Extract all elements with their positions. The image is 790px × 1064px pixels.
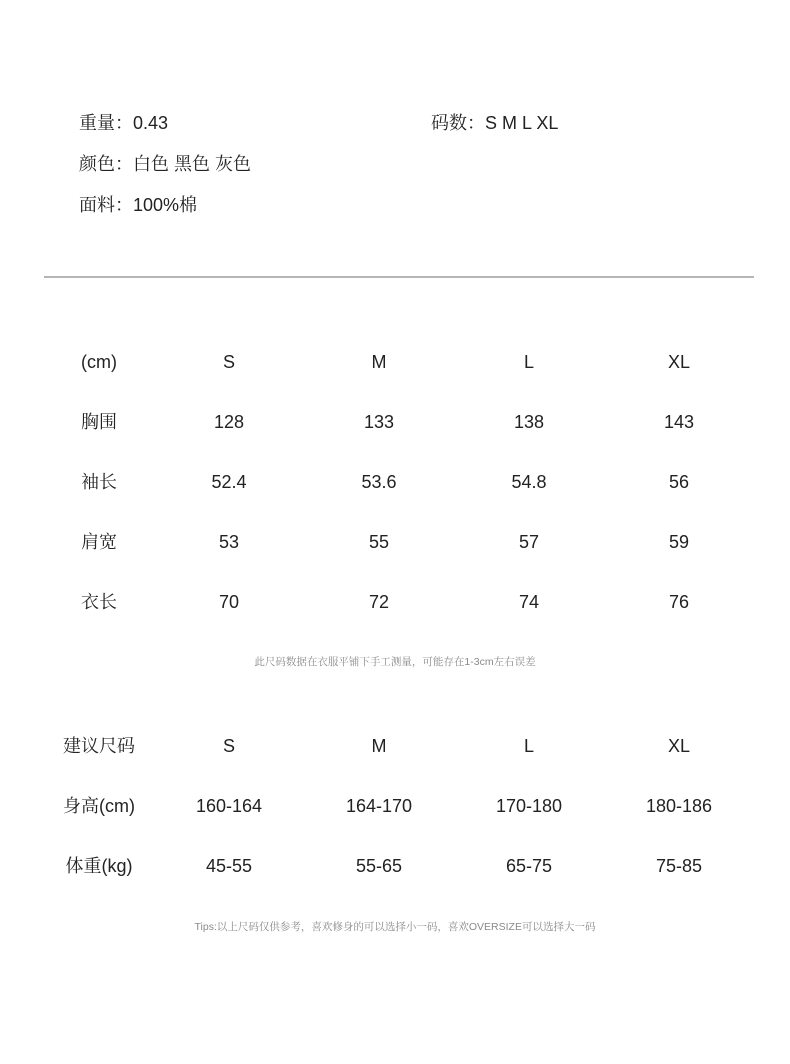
row-label: 肩宽 [81,532,117,552]
table-cell: 128 [213,412,245,432]
table-cell: 170-180 [495,796,563,816]
table-cell: 75-85 [655,856,703,876]
row-label: 体重(kg) [65,856,133,876]
table-row [0,527,790,557]
header-cell: XL [667,352,691,372]
header-cell: S [222,352,235,372]
table-cell: 133 [363,412,395,432]
row-label: 衣长 [81,592,117,612]
recommend-table-header [0,731,790,761]
header-cell: L [523,736,534,756]
section-divider [44,276,754,278]
table-row [0,791,790,821]
header-cell: 建议尺码 [63,736,135,756]
measure-table-header [0,347,790,377]
spec-material: 面料：100%棉 [79,195,198,215]
header-cell: (cm) [81,352,117,372]
table-cell: 53 [218,532,240,552]
table-cell: 74 [518,592,540,612]
header-cell: M [371,352,387,372]
header-cell: S [222,736,235,756]
header-cell: XL [667,736,691,756]
measure-note: 此尺码数据在衣服平铺下手工测量，可能存在1-3cm左右误差 [254,656,536,668]
table-cell: 76 [668,592,690,612]
table-cell: 70 [218,592,240,612]
row-label: 身高(cm) [63,796,135,816]
table-cell: 52.4 [211,472,247,492]
row-label: 袖长 [81,472,117,492]
table-cell: 72 [368,592,390,612]
table-row [0,407,790,437]
table-cell: 54.8 [511,472,547,492]
spec-color: 颜色：白色 黑色 灰色 [79,154,252,174]
row-label: 胸围 [81,412,117,432]
table-cell: 45-55 [205,856,253,876]
table-cell: 138 [513,412,545,432]
table-row [0,587,790,617]
table-cell: 55-65 [355,856,403,876]
table-cell: 143 [663,412,695,432]
table-cell: 55 [368,532,390,552]
table-row [0,851,790,881]
table-cell: 59 [668,532,690,552]
header-cell: L [523,352,534,372]
table-cell: 56 [668,472,690,492]
table-cell: 53.6 [361,472,397,492]
table-row [0,467,790,497]
spec-weight: 重量：0.43 [79,113,169,133]
spec-sizes: 码数：S M L XL [431,113,559,133]
table-cell: 160-164 [195,796,263,816]
tips-note: Tips:以上尺码仅供参考，喜欢修身的可以选择小一码，喜欢OVERSIZE可以选择大一码 [194,921,596,933]
table-cell: 65-75 [505,856,553,876]
table-cell: 164-170 [345,796,413,816]
header-cell: M [371,736,387,756]
table-cell: 57 [518,532,540,552]
table-cell: 180-186 [645,796,713,816]
